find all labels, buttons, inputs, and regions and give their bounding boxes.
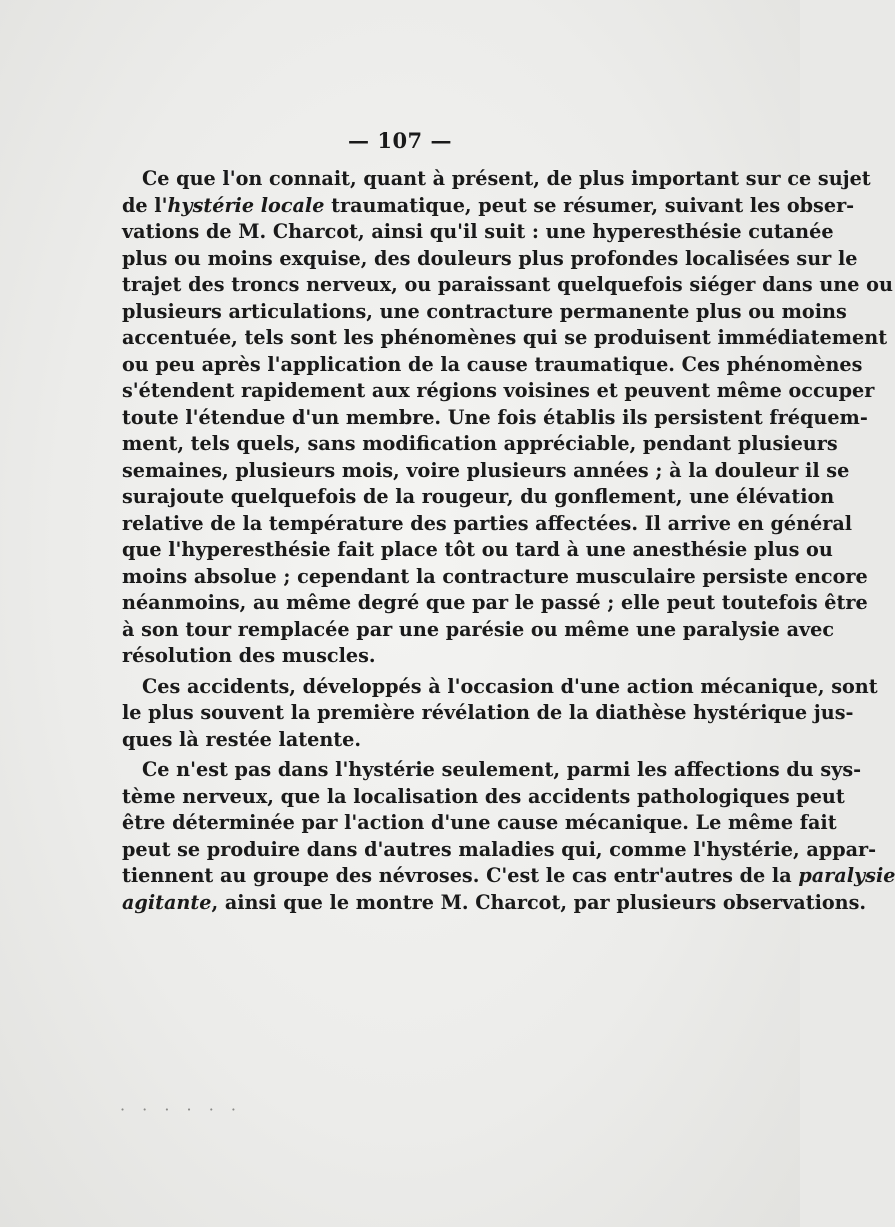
text-line: tiennent au groupe des névroses. C'est le cas entr'autres de la paralysie	[122, 864, 895, 887]
text-line: ment, tels quels, sans modification appréciable, pendant plusieurs	[122, 432, 838, 455]
text-line: moins absolue ; cependant la contracture musculaire persiste encore	[122, 564, 868, 588]
text-line: Ce que l'on connait, quant à présent, de plus important sur ce sujet	[142, 167, 871, 190]
text-line: s'étendent rapidement aux régions voisines et peuvent même occuper	[122, 379, 875, 402]
text-line: plus ou moins exquise, des douleurs plus profondes localisées sur le	[122, 246, 858, 270]
text-line: être déterminée par l'action d'une cause mécanique. Le même fait	[122, 811, 837, 834]
text-line: accentuée, tels sont les phénomènes qui se produisent immédiatement	[122, 326, 888, 349]
text-line: tème nerveux, que la localisation des accidents pathologiques peut	[122, 784, 845, 808]
text-line: relative de la température des parties affectées. Il arrive en général	[122, 511, 853, 535]
text-line: ou peu après l'application de la cause traumatique. Ces phénomènes	[122, 352, 863, 376]
text-line: vations de M. Charcot, ainsi qu'il suit : une hyperesthésie cutanée	[122, 220, 834, 243]
text-line: Ces accidents, développés à l'occasion d'une action mécanique, sont	[142, 674, 878, 698]
text-line: semaines, plusieurs mois, voire plusieurs années ; à la douleur il se	[122, 458, 850, 482]
page-number: — 107 —	[348, 128, 452, 153]
text-line: surajoute quelquefois de la rougeur, du gonflement, une élévation	[122, 485, 835, 508]
text-line: résolution des muscles.	[122, 644, 376, 667]
text-line: peut se produire dans d'autres maladies qui, comme l'hystérie, appar-	[122, 837, 877, 861]
text-line: Ce n'est pas dans l'hystérie seulement, parmi les affections du sys-	[142, 758, 862, 781]
text-line: que l'hyperesthésie fait place tôt ou tard à une anesthésie plus ou	[122, 538, 833, 561]
text-line: toute l'étendue d'un membre. Une fois établis ils persistent fréquem-	[122, 405, 868, 429]
text-line: à son tour remplacée par une parésie ou même une paralysie avec	[122, 617, 835, 641]
text-line: agitante, ainsi que le montre M. Charcot, par plusieurs observations.	[122, 890, 867, 914]
paragraph	[122, 757, 895, 916]
text-line: trajet des troncs nerveux, ou paraissant quelquefois siéger dans une ou	[122, 273, 893, 296]
text-line: le plus souvent la première révélation de la diathèse hystérique jus-	[122, 701, 854, 724]
paragraph	[122, 166, 893, 670]
text-line: de l'hystérie locale traumatique, peut se résumer, suivant les obser-	[122, 193, 855, 217]
paragraph	[122, 674, 878, 754]
body-text	[122, 166, 895, 916]
text-line: plusieurs articulations, une contracture permanente plus ou moins	[122, 299, 847, 323]
text-line: néanmoins, au même degré que par le passé ; elle peut toutefois être	[122, 591, 868, 614]
trailing-dots: · · · · · ·	[120, 1100, 242, 1119]
text-line: ques là restée latente.	[122, 727, 362, 751]
